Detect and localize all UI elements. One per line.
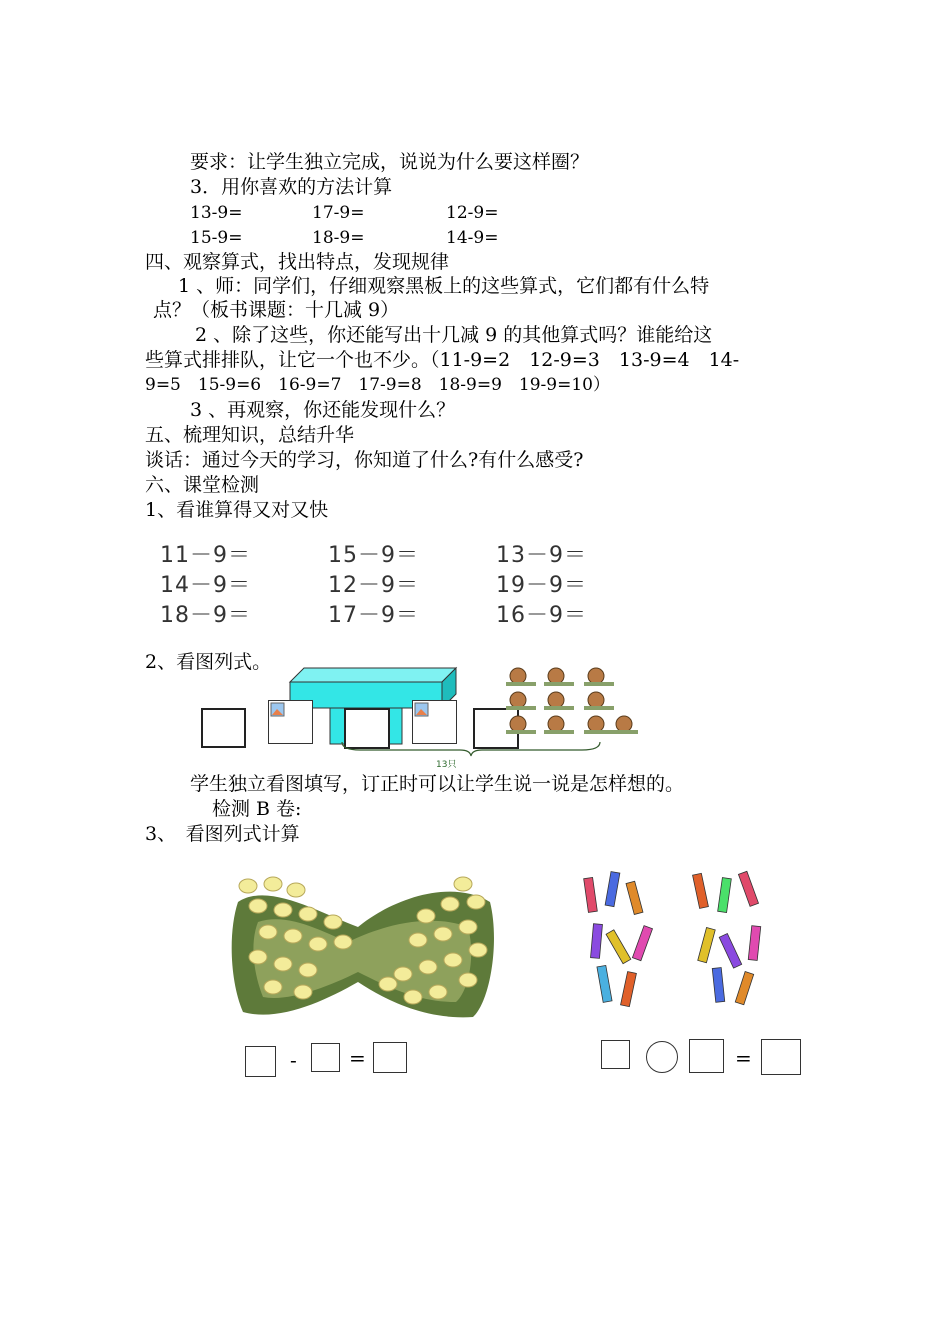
image-placeholder-icon: [412, 700, 457, 744]
paragraph-2c: 9=5 15-9=6 16-9=7 17-9=8 18-9=9 19-9=10）: [145, 375, 610, 395]
brace-icon: [340, 740, 602, 758]
calc-card-item: 18－9＝: [160, 603, 251, 628]
requirement-line: 要求：让学生独立完成，说说为什么要这样圈？: [190, 151, 590, 173]
calc-card-item: 11－9＝: [160, 543, 251, 568]
calc-card-item: 12－9＝: [328, 573, 419, 598]
calc-item: 12-9=: [446, 203, 499, 223]
lambs-illustration: [228, 872, 498, 1022]
exercise-3-heading: 3、 看图列式计算: [145, 823, 300, 845]
paragraph-1a: 1 、师：同学们，仔细观察黑板上的这些算式，它们都有什么特: [178, 275, 710, 297]
calc-card-item: 15－9＝: [328, 543, 419, 568]
calc-card-item: 19－9＝: [496, 573, 587, 598]
instruction-line: 学生独立看图填写，订正时可以让学生说一说是怎样想的。: [190, 773, 685, 795]
answer-box[interactable]: [201, 708, 246, 748]
minus-sign: -: [290, 1048, 297, 1072]
image-placeholder-icon: [268, 700, 313, 744]
calc-item: 17-9=: [312, 203, 365, 223]
paragraph-2b: 些算式排排队，让它一个也不少。（11-9=2 12-9=3 13-9=4 14-: [145, 349, 740, 371]
section-5-heading: 五、梳理知识，总结升华: [145, 424, 355, 446]
calc-item: 15-9=: [190, 228, 243, 248]
snail-count-label: 13只: [436, 760, 457, 770]
test-b-heading: 检测 B 卷:: [212, 798, 302, 820]
paragraph-1b: 点？（板书课题：十几减 9）: [153, 299, 400, 321]
equals-sign: =: [349, 1046, 366, 1070]
paragraph-2a: 2 、除了这些，你还能写出十几减 9 的其他算式吗？谁能给这: [195, 324, 713, 346]
talk-line: 谈话：通过今天的学习，你知道了什么?有什么感受?: [145, 449, 584, 471]
snail-group-illustration: [500, 664, 640, 744]
answer-box[interactable]: [245, 1046, 276, 1077]
section-6-heading: 六、课堂检测: [145, 474, 260, 496]
answer-box[interactable]: [761, 1039, 801, 1075]
calc-card-item: 14－9＝: [160, 573, 251, 598]
answer-box[interactable]: [373, 1042, 407, 1073]
answer-box[interactable]: [689, 1039, 724, 1073]
answer-box[interactable]: [311, 1043, 340, 1072]
calc-item: 18-9=: [312, 228, 365, 248]
equals-sign: =: [735, 1046, 752, 1070]
calc-card-item: 13－9＝: [496, 543, 587, 568]
calc-item: 14-9=: [446, 228, 499, 248]
calc-item: 13-9=: [190, 203, 243, 223]
calc-card-item: 17－9＝: [328, 603, 419, 628]
exercise-2-heading: 2、看图列式。: [145, 651, 272, 673]
section-4-heading: 四、观察算式，找出特点，发现规律: [145, 251, 450, 273]
step-3-heading: 3．用你喜欢的方法计算: [190, 176, 393, 198]
answer-box[interactable]: [601, 1040, 630, 1069]
calc-card-item: 16－9＝: [496, 603, 587, 628]
operator-circle[interactable]: [646, 1041, 678, 1073]
candies-illustration: [578, 868, 788, 1018]
paragraph-3: 3 、再观察，你还能发现什么？: [190, 399, 456, 421]
exercise-1-heading: 1、看谁算得又对又快: [145, 499, 329, 521]
